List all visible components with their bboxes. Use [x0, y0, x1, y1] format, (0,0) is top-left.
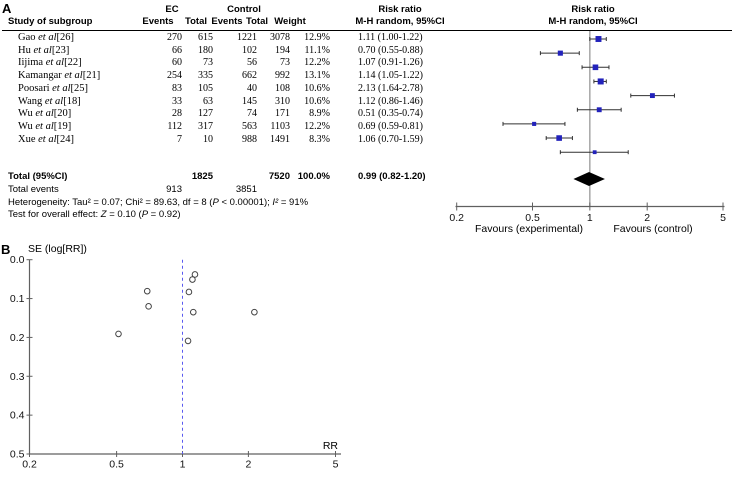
- study-row: [0, 120, 734, 133]
- risk-ratio-cell: 2.13 (1.64-2.78): [358, 82, 423, 94]
- ec-events-cell: 7: [177, 133, 182, 145]
- plot-header-method: M-H random, 95%CI: [548, 16, 638, 27]
- ec-total-cell: 180: [198, 44, 213, 56]
- ec-total-cell: 63: [203, 95, 213, 107]
- ec-total-cell: 73: [203, 57, 213, 69]
- total-label: Total (95%CI): [8, 171, 68, 182]
- risk-ratio-cell: 0.51 (0.35-0.74): [358, 108, 423, 120]
- funnel-y-tick-label: 0.1: [9, 293, 25, 306]
- plot-header-risk-ratio: Risk ratio: [571, 4, 615, 15]
- col-header-risk-ratio: Risk ratio: [378, 4, 422, 15]
- forest-tick-label: 0.5: [525, 212, 540, 224]
- control-events-cell: 563: [242, 120, 257, 132]
- weight-cell: 10.6%: [304, 95, 330, 107]
- funnel-point: [192, 272, 198, 278]
- favours-control-label: Favours (control): [613, 223, 693, 235]
- risk-ratio-cell: 0.70 (0.55-0.88): [358, 44, 423, 56]
- study-name: Hu et al[23]: [18, 44, 70, 56]
- funnel-x-tick-label: 2: [245, 458, 252, 471]
- study-row: [0, 107, 734, 120]
- ec-events-cell: 83: [172, 82, 182, 94]
- risk-ratio-cell: 1.11 (1.00-1.22): [358, 32, 423, 43]
- funnel-y-tick-label: 0.5: [9, 448, 25, 461]
- weight-cell: 10.6%: [304, 82, 330, 94]
- study-row: [0, 95, 734, 108]
- study-name: Wu et al[20]: [18, 108, 72, 120]
- total-events-ec: 913: [166, 183, 182, 195]
- ec-events-cell: 270: [167, 32, 182, 43]
- study-name: Xue et al[24]: [18, 133, 74, 145]
- total-events-label: Total events: [8, 183, 59, 195]
- control-events-cell: 74: [247, 108, 257, 120]
- funnel-x-axis-label: RR: [322, 440, 338, 452]
- study-row: [0, 82, 734, 95]
- study-row: [0, 133, 734, 146]
- forest-tick-label: 5: [720, 212, 726, 224]
- ec-total-cell: 10: [203, 133, 213, 145]
- ec-total-cell: 127: [198, 108, 213, 120]
- funnel-x-tick-label: 0.2: [22, 458, 37, 471]
- risk-ratio-cell: 1.12 (0.86-1.46): [358, 95, 423, 107]
- forest-tick-label: 0.2: [449, 212, 465, 224]
- ec-events-cell: 60: [172, 57, 182, 69]
- funnel-x-tick-label: 5: [332, 458, 339, 471]
- total-ec-total: 1825: [191, 171, 213, 182]
- funnel-y-tick-label: 0.2: [9, 331, 25, 344]
- ec-events-cell: 254: [167, 70, 182, 82]
- col-header-ec-group: EC: [165, 4, 179, 15]
- study-name: Iijima et al[22]: [18, 57, 82, 69]
- col-header-control-total: Total: [246, 16, 268, 27]
- col-header-weight: Weight: [274, 16, 306, 27]
- total-events-row: [0, 183, 734, 196]
- funnel-point: [252, 309, 258, 315]
- study-name: Gao et al[26]: [18, 32, 74, 43]
- total-row: [0, 170, 734, 183]
- weight-cell: 12.2%: [304, 57, 330, 69]
- funnel-point: [185, 338, 191, 344]
- funnel-x-tick-label: 0.5: [109, 458, 124, 471]
- funnel-point: [116, 331, 122, 337]
- ec-events-cell: 66: [172, 44, 182, 56]
- effect-square: [593, 150, 597, 154]
- control-total-cell: 194: [275, 44, 290, 56]
- funnel-x-tick-label: 1: [179, 458, 186, 471]
- risk-ratio-cell: 1.06 (0.70-1.59): [358, 133, 423, 145]
- risk-ratio-cell: 1.07 (0.91-1.26): [358, 57, 423, 69]
- col-header-study: Study of subgroup: [8, 16, 93, 27]
- control-total-cell: 1491: [270, 133, 290, 145]
- funnel-point: [186, 289, 192, 295]
- col-header-control-group: Control: [227, 4, 261, 15]
- control-events-cell: 102: [242, 44, 257, 56]
- control-total-cell: 1103: [270, 120, 290, 132]
- overall-effect-line: [0, 208, 734, 221]
- col-header-control-events: Events: [211, 16, 243, 27]
- control-total-cell: 992: [275, 70, 290, 82]
- weight-cell: 8.9%: [309, 108, 330, 120]
- col-header-ec-total: Total: [185, 16, 207, 27]
- study-name: Wu et al[19]: [18, 120, 72, 132]
- control-total-cell: 108: [275, 82, 290, 94]
- study-name: Wang et al[18]: [18, 95, 81, 107]
- weight-cell: 12.9%: [304, 32, 330, 43]
- ec-total-cell: 105: [198, 82, 213, 94]
- weight-cell: 13.1%: [304, 70, 330, 82]
- control-total-cell: 73: [280, 57, 290, 69]
- favours-experimental-label: Favours (experimental): [475, 223, 583, 235]
- ec-total-cell: 615: [198, 32, 213, 43]
- forest-tick-label: 2: [644, 212, 651, 224]
- ec-total-cell: 317: [198, 120, 213, 132]
- study-row: [0, 56, 734, 69]
- funnel-y-tick-label: 0.4: [9, 409, 25, 422]
- control-total-cell: 3078: [270, 32, 290, 43]
- control-total-cell: 171: [275, 108, 290, 120]
- risk-ratio-cell: 0.69 (0.59-0.81): [358, 120, 423, 132]
- ec-events-cell: 112: [167, 120, 182, 132]
- funnel-point: [144, 288, 150, 294]
- control-events-cell: 56: [247, 57, 257, 69]
- funnel-y-axis-label: SE (log[RR]): [28, 243, 87, 255]
- study-name: Poosari et al[25]: [18, 82, 88, 94]
- funnel-point: [190, 309, 196, 315]
- funnel-y-tick-label: 0.0: [9, 254, 25, 267]
- weight-cell: 12.2%: [304, 120, 330, 132]
- panel-a-label: A: [2, 1, 12, 16]
- funnel-point: [190, 277, 196, 283]
- total-weight: 100.0%: [297, 171, 330, 182]
- heterogeneity-line-text: Heterogeneity: Tau² = 0.07; Chi² = 89.63, df = 8 (P < 0.00001); I² = 91%: [8, 196, 309, 208]
- control-events-cell: 145: [242, 95, 257, 107]
- control-events-cell: 988: [242, 133, 257, 145]
- col-header-ec-events: Events: [142, 16, 174, 27]
- total-events-control: 3851: [235, 183, 257, 195]
- control-total-cell: 310: [275, 95, 290, 107]
- weight-cell: 11.1%: [304, 44, 330, 56]
- forest-tick-label: 1: [586, 212, 593, 224]
- study-row: [0, 69, 734, 82]
- study-row: [0, 44, 734, 57]
- weight-cell: 8.3%: [309, 133, 330, 145]
- funnel-point: [146, 304, 152, 310]
- control-events-cell: 662: [242, 70, 257, 82]
- risk-ratio-cell: 1.14 (1.05-1.22): [358, 70, 423, 82]
- control-events-cell: 40: [247, 82, 257, 94]
- control-events-cell: 1221: [237, 32, 257, 43]
- total-control-total: 7520: [268, 171, 290, 182]
- panel-b-label: B: [1, 242, 11, 257]
- funnel-y-tick-label: 0.3: [9, 370, 25, 383]
- overall-effect-line-text: Test for overall effect: Z = 0.10 (P = 0.92): [8, 209, 181, 220]
- col-header-method: M-H random, 95%CI: [355, 16, 445, 27]
- study-name: Kamangar et al[21]: [18, 70, 101, 82]
- study-row: [0, 31, 734, 44]
- total-risk-ratio: 0.99 (0.82-1.20): [358, 171, 426, 182]
- ec-total-cell: 335: [198, 70, 213, 82]
- ec-events-cell: 33: [172, 95, 182, 107]
- heterogeneity-line: [0, 196, 734, 209]
- ec-events-cell: 28: [172, 108, 182, 120]
